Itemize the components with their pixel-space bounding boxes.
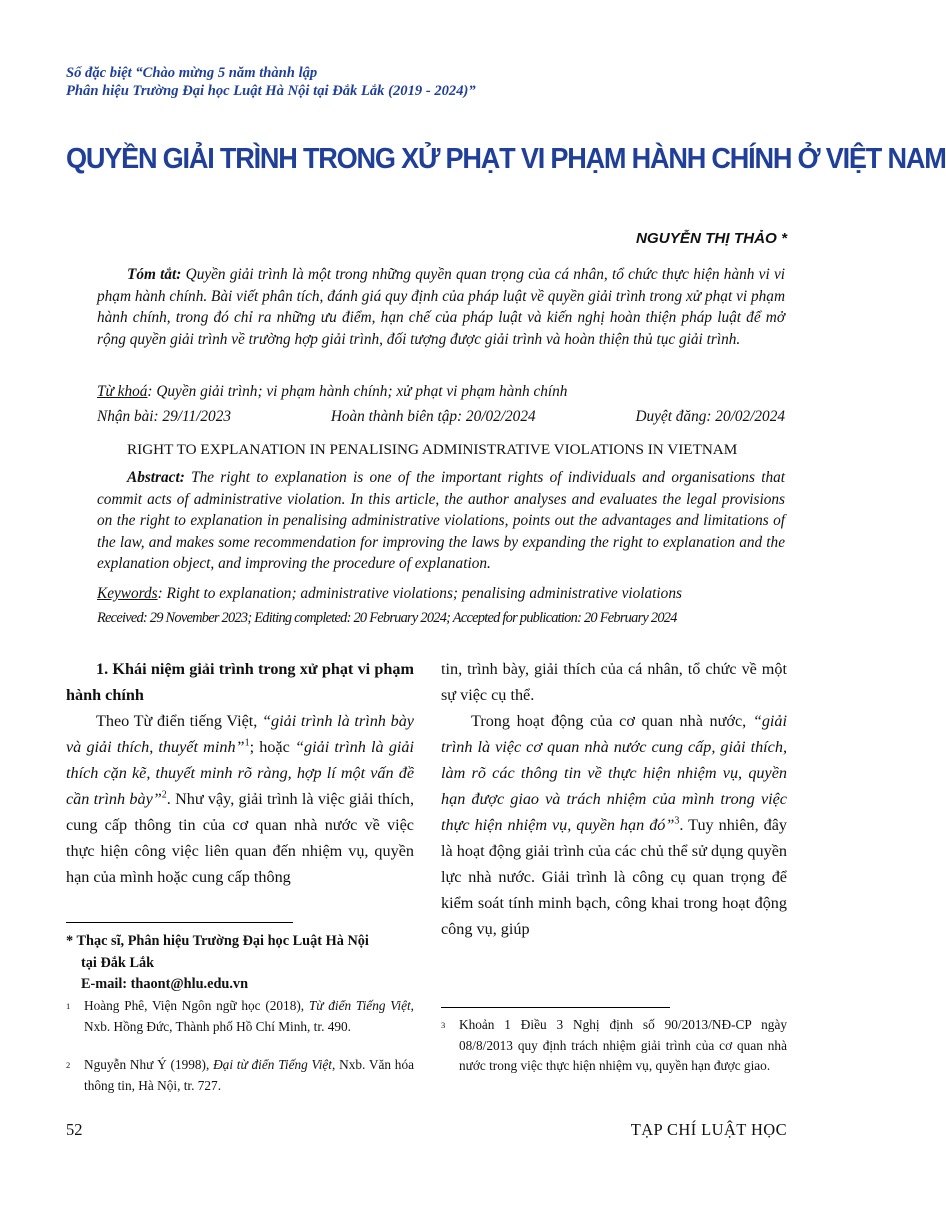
footnote-2 [66, 1055, 414, 1096]
journal-name: TẠP CHÍ LUẬT HỌC [630, 1120, 787, 1139]
footnote-3 [441, 1015, 787, 1077]
keywords-vietnamese [97, 381, 785, 403]
keywords-en-label: Keywords [97, 585, 158, 602]
footnote-ref-1: 1 [244, 737, 250, 749]
article-title-english: RIGHT TO EXPLANATION IN PENALISING ADMINISTRATIVE VIOLATIONS IN VIETNAM [127, 441, 738, 458]
affiliation-line2: tại Đắk Lắk [81, 954, 155, 971]
author-name: NGUYỄN THỊ THẢO * [635, 230, 787, 247]
footnote-1-book-title: Từ điển Tiếng Việt [308, 998, 411, 1013]
footnote-separator-left [66, 922, 293, 923]
received-date-vi: Nhận bài: 29/11/2023 [97, 408, 231, 425]
p1-text-b: ; hoặc [249, 738, 295, 756]
keywords-vi-text: : Quyền giải trình; vi phạm hành chính; xử phạt vi phạm hành chính [147, 383, 568, 400]
abstract-en-text: The right to explanation is one of the important rights of individuals and organisations that commit acts of administrative violation. In this article, the author analyses and evaluates the legal provisions on the right to explanation in penalising administrative violations, points out the advantages and limitations of the law, and makes some recommendation for improving the laws by expanding the right to explanation and the explanation object, and improving the procedure of explanation. [97, 469, 785, 572]
affiliation-line1: * Thạc sĩ, Phân hiệu Trường Đại học Luật Hà Nội [66, 933, 369, 949]
keywords-english [97, 583, 785, 605]
p2-text-a: Trong hoạt động của cơ quan nhà nước, [471, 712, 753, 730]
footnote-1 [66, 996, 414, 1037]
body-column-right [441, 656, 787, 942]
keywords-vi-label: Từ khoá [97, 383, 148, 400]
abstract-vi-label: Tóm tắt: [127, 266, 182, 283]
p2-quote: “giải trình là việc cơ quan nhà nước cung cấp, giải thích, làm rõ các thông tin về thực hiện nhiệm vụ, quyền hạn được giao và trách nhiệm của mình trong việc thực hiện nhiệm vụ, quyền hạn đó” [441, 712, 787, 834]
footnote-2-book-title: Đại từ điển Tiếng Việt [213, 1057, 332, 1072]
body-paragraph-2 [441, 708, 787, 942]
abstract-vi-text: Quyền giải trình là một trong những quyền quan trọng của cá nhân, tổ chức thực hiện hành vi vi phạm hành chính. Bài viết phân tích, đánh giá quy định của pháp luật về quyền giải trình trong xử phạt vi phạm hành chính, trong đó chỉ ra những ưu điểm, hạn chế của pháp luật và kiến nghị hoàn thiện pháp luật để mở rộng quyền giải trình về trường hợp giải trình, đối tượng được giải trình và hoàn thiện thủ tục giải trình. [97, 266, 785, 348]
author-email: E-mail: thaont@hlu.edu.vn [81, 976, 249, 992]
footnote-ref-3: 3 [674, 815, 680, 827]
section-heading: 1. Khái niệm giải trình trong xử phạt vi phạm hành chính [66, 660, 414, 704]
abstract-vietnamese [97, 264, 785, 350]
p1-quote-1: “giải trình là trình bày và giải thích, thuyết minh” [66, 712, 414, 756]
p1-quote-2: “giải trình là giải thích cặn kẽ, thuyết minh rõ ràng, hợp lí một vấn đề cần trình bày” [66, 738, 414, 808]
article-title: QUYỀN GIẢI TRÌNH TRONG XỬ PHẠT VI PHẠM HÀNH CHÍNH Ở VIỆT NAM [66, 143, 946, 175]
dates-english: Received: 29 November 2023; Editing completed: 20 February 2024; Accepted for publication: 20 February 2024 [97, 610, 677, 626]
footnote-1-text-a: Hoàng Phê, Viện Ngôn ngữ học (2018), [84, 998, 309, 1013]
footnote-3-number: 3 [441, 1020, 446, 1030]
body-paragraph-1 [66, 708, 414, 890]
footnote-separator-right [441, 1007, 670, 1008]
author-affiliation [66, 931, 414, 996]
footnote-2-text-b: , Nxb. Văn hóa thông tin, Hà Nội, tr. 727. [84, 1057, 414, 1093]
abstract-english [97, 467, 785, 575]
footnote-2-number: 2 [66, 1060, 71, 1070]
accepted-date-vi: Duyệt đăng: 20/02/2024 [635, 408, 785, 425]
issue-header-line1: Số đặc biệt “Chào mừng 5 năm thành lập [66, 65, 318, 81]
page-number: 52 [66, 1120, 83, 1139]
issue-header-line2: Phân hiệu Trường Đại học Luật Hà Nội tại Đắk Lắk (2019 - 2024)” [66, 83, 476, 99]
footnote-1-number: 1 [66, 1001, 71, 1011]
keywords-en-text: : Right to explanation; administrative violations; penalising administrative violations [157, 585, 682, 602]
abstract-en-label: Abstract: [127, 469, 185, 486]
body-column-left [66, 656, 414, 890]
p1-text-c: . Như vậy, giải trình là việc giải thích, cung cấp thông tin của cơ quan nhà nước về việc thực hiện công việc liên quan đến nhiệm vụ, quyền hạn của mình hoặc cung cấp thông [66, 790, 415, 886]
dates-vietnamese [97, 408, 785, 426]
p2-text-b: . Tuy nhiên, đây là hoạt động giải trình của các chủ thể sử dụng quyền lực nhà nước. Giải trình là công cụ quan trọng để kiểm soát tính minh bạch, công khai trong hoạt động công vụ, giúp [441, 816, 787, 938]
footnote-ref-2: 2 [161, 789, 167, 801]
body-paragraph-1-continued: tin, trình bày, giải thích của cá nhân, tổ chức về một sự việc cụ thể. [441, 660, 787, 704]
footnote-2-text-a: Nguyễn Như Ý (1998), [84, 1057, 214, 1072]
edited-date-vi: Hoàn thành biên tập: 20/02/2024 [330, 408, 536, 425]
footnote-3-text: Khoản 1 Điều 3 Nghị định số 90/2013/NĐ-CP ngày 08/8/2013 quy định trách nhiệm giải trình của cơ quan nhà nước trong việc thực hiện nhiệm vụ, quyền hạn được giao. [459, 1017, 787, 1073]
footnote-1-text-b: , Nxb. Hồng Đức, Thành phố Hồ Chí Minh, tr. 490. [84, 998, 414, 1034]
p1-text-a: Theo Từ điển tiếng Việt, [96, 712, 263, 730]
